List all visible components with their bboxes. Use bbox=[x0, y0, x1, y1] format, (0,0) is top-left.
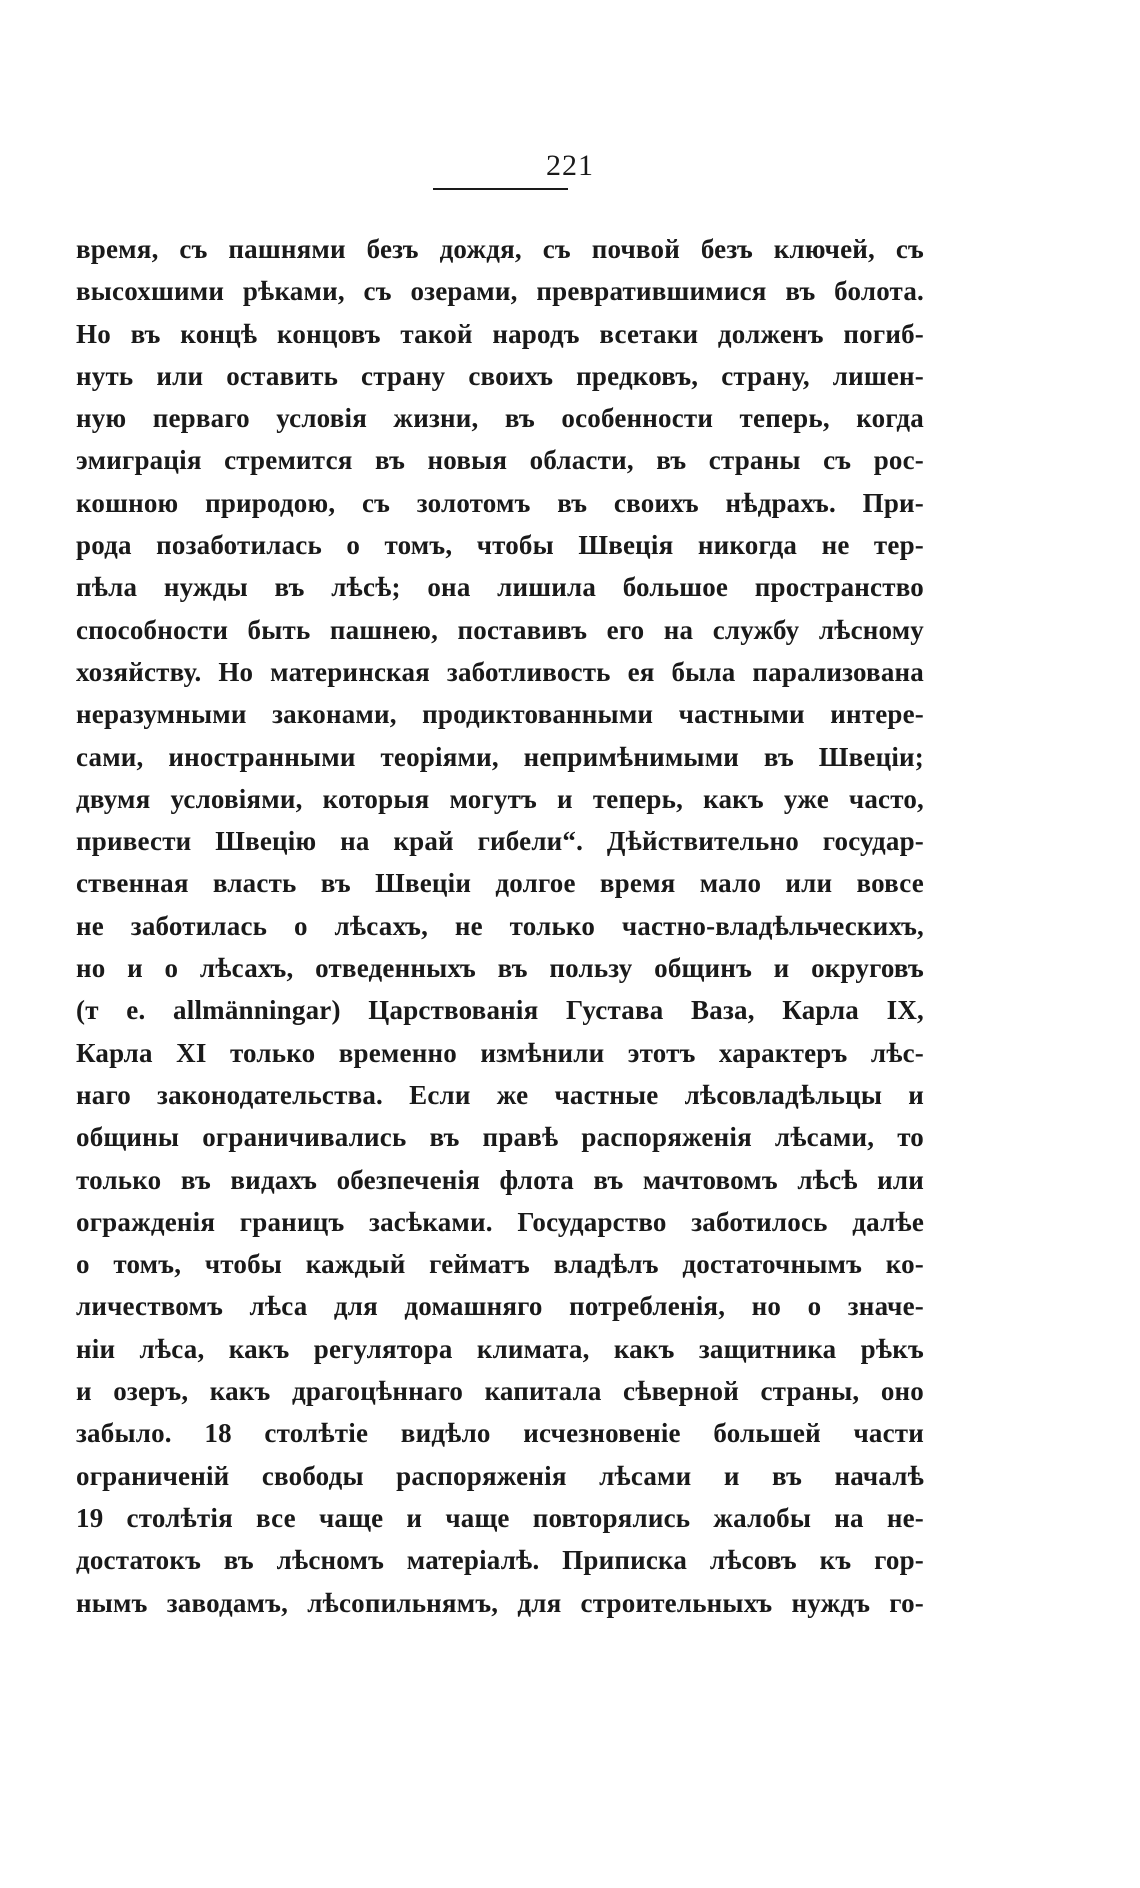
text-line: ственная власть въ Швеціи долгое время мало или вовсе bbox=[76, 868, 924, 899]
text-line: и озеръ, какъ драгоцѣннаго капитала сѣверной страны, оно bbox=[76, 1376, 924, 1407]
text-line: неразумными законами, продиктованными частными интере- bbox=[76, 699, 924, 730]
text-line: Карла XI только временно измѣнили этотъ характеръ лѣс- bbox=[76, 1037, 924, 1068]
text-line: время, съ пашнями безъ дождя, съ почвой безъ ключей, съ bbox=[76, 234, 924, 264]
text-line: способности быть пашнею, поставивъ его на службу лѣсному bbox=[76, 614, 924, 645]
text-line: ограниченій свободы распоряженія лѣсами и въ началѣ bbox=[76, 1460, 924, 1491]
header-rule bbox=[433, 188, 568, 190]
text-line: не заботилась о лѣсахъ, не только частно-владѣльческихъ, bbox=[76, 910, 924, 941]
text-line: только въ видахъ обезпеченія флота въ мачтовомъ лѣсѣ или bbox=[76, 1164, 924, 1195]
text-line: нымъ заводамъ, лѣсопильнямъ, для строительныхъ нуждъ го- bbox=[76, 1587, 924, 1618]
text-line: нуть или оставить страну своихъ предковъ, страну, лишен- bbox=[76, 360, 924, 391]
text-line: ніи лѣса, какъ регулятора климата, какъ защитника рѣкъ bbox=[76, 1333, 924, 1364]
text-line: сами, иностранными теоріями, непримѣнимыми въ Швеціи; bbox=[76, 741, 924, 772]
page-number: 221 bbox=[546, 149, 594, 182]
text-line: общины ограничивались въ правѣ распоряженія лѣсами, то bbox=[76, 1122, 924, 1153]
text-line: о томъ, чтобы каждый гейматъ владѣлъ достаточнымъ ко- bbox=[76, 1249, 924, 1280]
text-line: высохшими рѣками, съ озерами, превратившимися въ болота. bbox=[76, 276, 924, 307]
text-line: эмиграція стремится въ новыя области, въ страны съ рос- bbox=[76, 445, 924, 476]
text-line: пѣла нужды въ лѣсѣ; она лишила большое пространство bbox=[76, 572, 924, 603]
text-line: забыло. 18 столѣтіе видѣло исчезновеніе большей части bbox=[76, 1418, 924, 1449]
body-text bbox=[76, 228, 924, 1624]
text-line: рода позаботилась о томъ, чтобы Швеція никогда не тер- bbox=[76, 530, 924, 561]
text-line: Но въ концѣ концовъ такой народъ всетаки долженъ погиб- bbox=[76, 318, 924, 349]
text-line: достатокъ въ лѣсномъ матеріалѣ. Приписка лѣсовъ къ гор- bbox=[76, 1545, 924, 1576]
text-line: двумя условіями, которыя могутъ и теперь, какъ уже часто, bbox=[76, 783, 924, 814]
text-line: ную перваго условія жизни, въ особенности теперь, когда bbox=[76, 403, 924, 434]
text-line: кошною природою, съ золотомъ въ своихъ нѣдрахъ. При- bbox=[76, 487, 924, 518]
text-line: 19 столѣтія все чаще и чаще повторялись жалобы на не- bbox=[76, 1502, 924, 1533]
text-line: но и о лѣсахъ, отведенныхъ въ пользу общинъ и округовъ bbox=[76, 953, 924, 984]
text-line: наго законодательства. Если же частные лѣсовладѣльцы и bbox=[76, 1079, 924, 1110]
text-line: личествомъ лѣса для домашняго потребленія, но о значе- bbox=[76, 1291, 924, 1322]
text-line: привести Швецію на край гибели“. Дѣйствительно государ- bbox=[76, 826, 924, 857]
text-line: хозяйству. Но материнская заботливость ея была парализована bbox=[76, 656, 924, 687]
text-line: огражденія границъ засѣками. Государство заботилось далѣе bbox=[76, 1206, 924, 1237]
text-line: (т е. allmänningar) Царствованія Густава Ваза, Карла IX, bbox=[76, 995, 924, 1026]
